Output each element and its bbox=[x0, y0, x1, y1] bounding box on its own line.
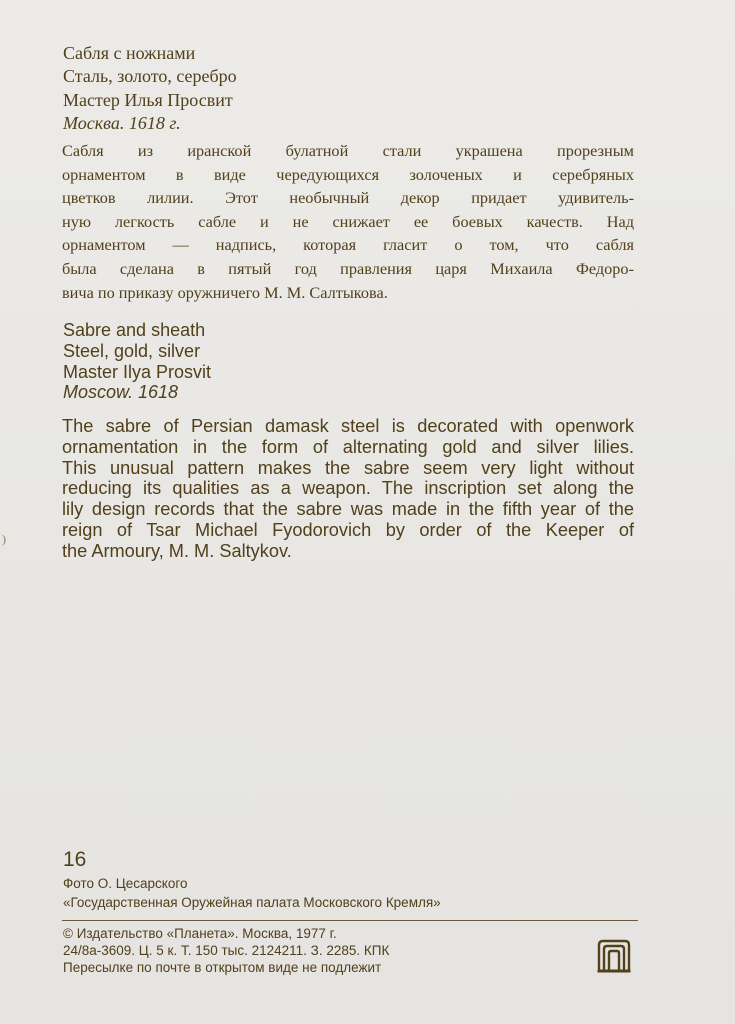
ru-body-line: орнаментом в виде чередующихся золоченых и серебряных bbox=[62, 164, 634, 184]
page-number: 16 bbox=[63, 848, 87, 871]
print-info: 24/8а-3609. Ц. 5 к. Т. 150 тыс. 2124211. З. 2285. КПК bbox=[63, 943, 390, 958]
en-body-line: the Armoury, M. M. Saltykov. bbox=[62, 540, 292, 561]
en-place-date: Moscow. 1618 bbox=[63, 382, 179, 403]
photo-credit: Фото О. Цесарского bbox=[63, 876, 188, 891]
ru-body-line: Сабля из иранской булатной стали украшена прорезным bbox=[62, 141, 634, 160]
en-body-line: lily design records that the sabre was made in the fifth year of the bbox=[62, 499, 634, 520]
planeta-logo-icon bbox=[597, 939, 631, 973]
en-description bbox=[62, 416, 634, 562]
ru-caption bbox=[63, 42, 237, 135]
ru-body-line: орнаментом — надпись, которая гласит о том, что сабля bbox=[62, 235, 634, 255]
series-title: «Государственная Оружейная палата Московского Кремля» bbox=[63, 895, 441, 910]
ru-description bbox=[62, 139, 634, 304]
mail-note: Пересылке по почте в открытом виде не подлежит bbox=[63, 960, 382, 975]
en-body-line: reducing its qualities as a weapon. The inscription set along the bbox=[62, 478, 634, 499]
footer-divider bbox=[62, 920, 638, 921]
ru-materials: Сталь, золото, серебро bbox=[63, 66, 237, 87]
edge-mark: ) bbox=[2, 532, 6, 546]
ru-title: Сабля с ножнами bbox=[63, 43, 196, 63]
publisher-line: © Издательство «Планета». Москва, 1977 г. bbox=[63, 926, 337, 941]
en-body-line: The sabre of Persian damask steel is decorated with openwork bbox=[62, 416, 634, 436]
ru-body-line: была сделана в пятый год правления царя Михаила Федоро- bbox=[62, 258, 634, 278]
en-title: Sabre and sheath bbox=[63, 320, 206, 340]
en-materials: Steel, gold, silver bbox=[63, 340, 201, 361]
ru-body-line: вича по приказу оружничего М. М. Салтыкова. bbox=[62, 282, 388, 302]
ru-body-line: цветков лилии. Этот необычный декор придает удивитель- bbox=[62, 188, 634, 208]
en-caption bbox=[63, 320, 211, 403]
ru-body-line: ную легкость сабле и не снижает ее боевых качеств. Над bbox=[62, 211, 634, 231]
en-body-line: This unusual pattern makes the sabre seem very light without bbox=[62, 457, 634, 478]
en-body-line: ornamentation in the form of alternating gold and silver lilies. bbox=[62, 436, 634, 457]
ru-master: Мастер Илья Просвит bbox=[63, 89, 233, 110]
ru-place-date: Москва. 1618 г. bbox=[63, 112, 181, 133]
en-body-line: reign of Tsar Michael Fyodorovich by order of the Keeper of bbox=[62, 519, 634, 540]
en-master: Master Ilya Prosvit bbox=[63, 361, 212, 382]
